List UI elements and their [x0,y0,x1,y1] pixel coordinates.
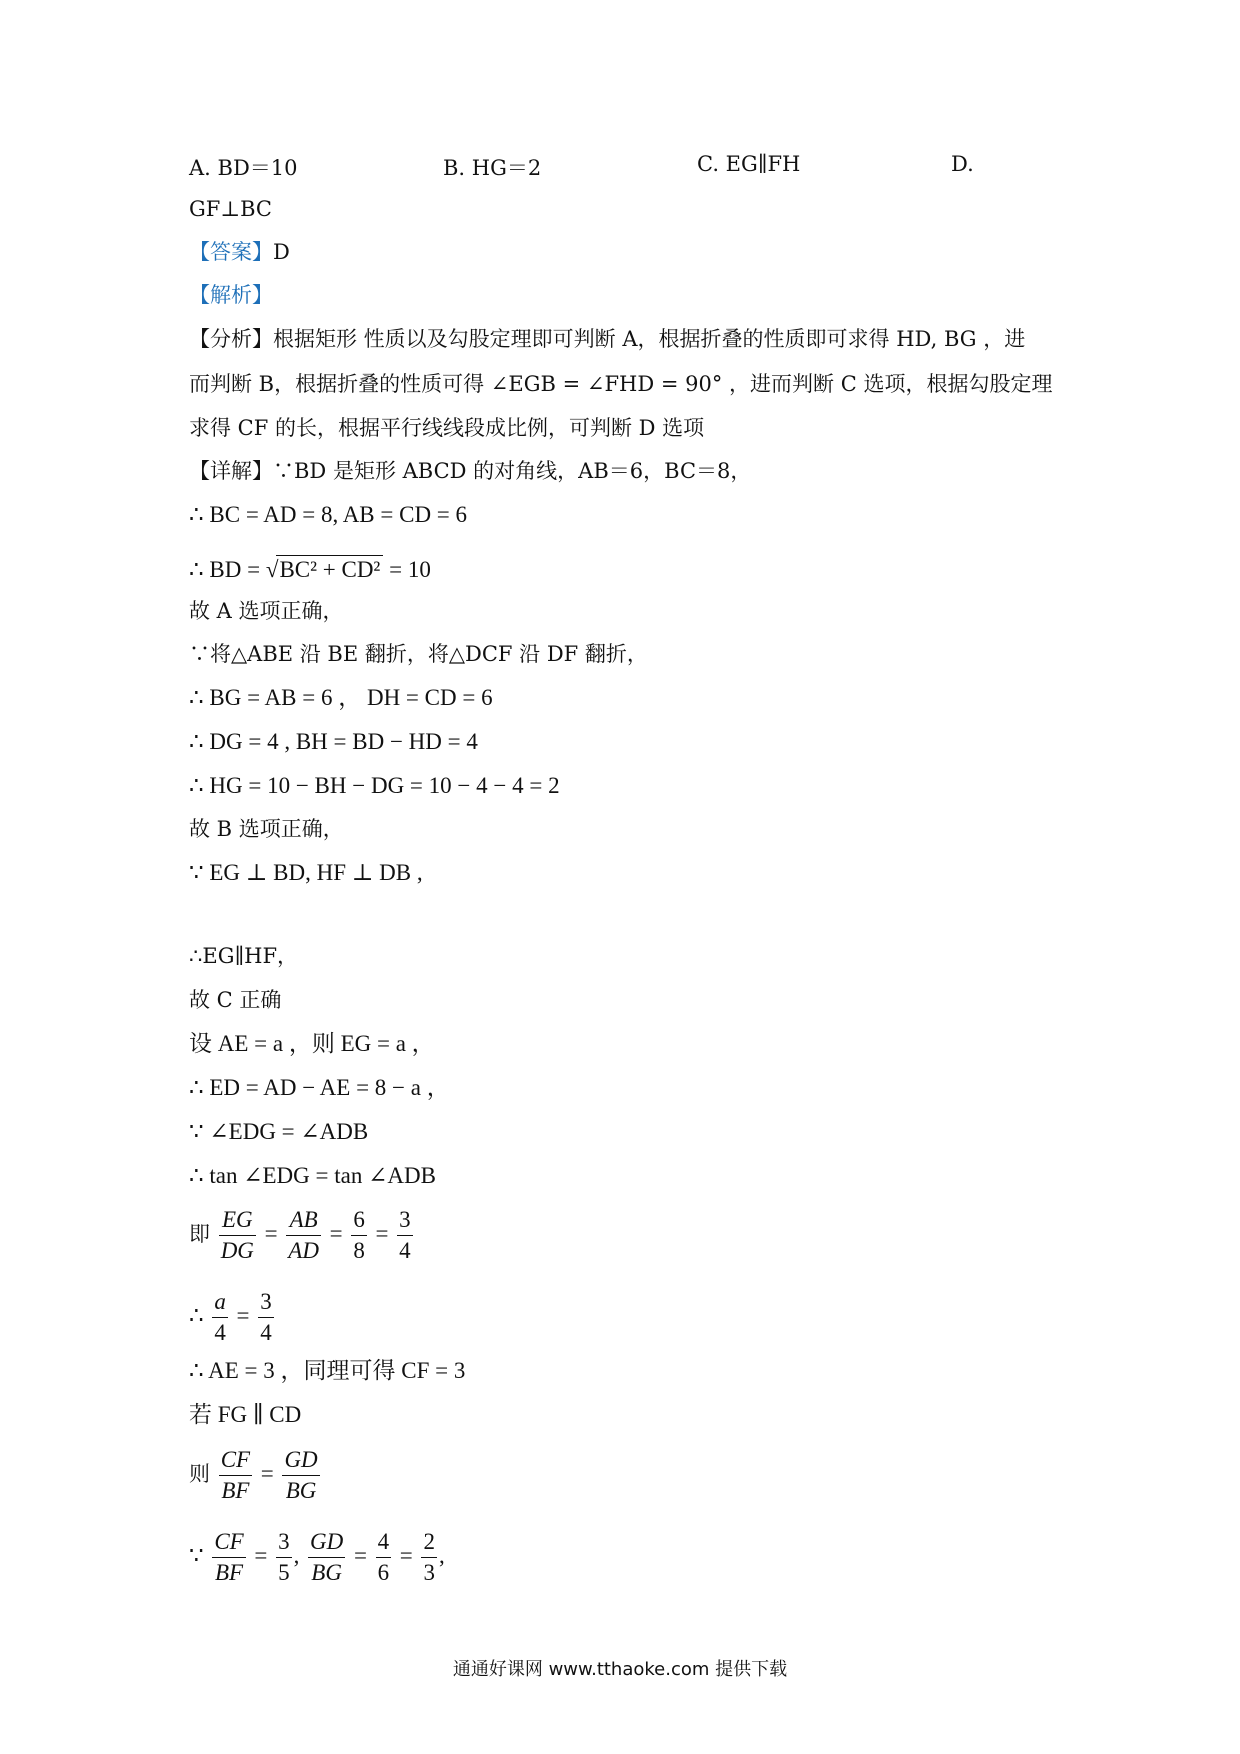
fraction-2-3 [421,1527,437,1588]
ji-label: 即 [189,1222,210,1246]
detail-line-9: 故 B 选项正确， [189,817,344,841]
detail-line-4: 故 A 选项正确， [189,599,344,623]
equals-sign: = [236,1303,250,1328]
analysis-line-2: 而判断 B，根据折叠的性质可得 ∠EGB = ∠FHD = 90° ，进而判断 C 选项，根据勾股定理 [189,372,1053,396]
page-footer: 通通好课网 www.tthaoke.com 提供下载 [452,1659,788,1680]
detail-line-6: ∴ BG = AB = 6 ， DH = CD = 6 [189,685,493,710]
equals-sign: = [329,1221,343,1246]
fraction-denominator: 6 [377,1560,390,1585]
fraction-4-6 [376,1527,392,1588]
fraction-numerator: 3 [258,1287,274,1318]
detail-line-16: ∴ tan ∠EDG = tan ∠ADB [189,1163,436,1188]
option-c: C. EG∥FH [697,152,801,176]
fraction-numerator: 3 [397,1205,413,1236]
answer-line [189,238,290,266]
fraction-3-4 [397,1205,413,1266]
fraction-denominator: BG [285,1478,317,1503]
sqrt-sign: √ [265,557,279,582]
detail-line-21 [189,1442,322,1506]
fraction-numerator: a [212,1287,228,1318]
detail-line-8: ∴ HG = 10 − BH − DG = 10 − 4 − 4 = 2 [189,773,560,798]
fraction-numerator: EG [219,1205,256,1236]
detail-line-3 [189,555,431,584]
fraction-denominator: 4 [214,1320,226,1345]
equals-sign: = [260,1461,274,1486]
comma: , [438,1543,445,1568]
option-a: A. BD＝10 [189,156,298,180]
fraction-6-8 [351,1205,367,1266]
fraction-3-4 [258,1287,274,1348]
equals-sign: = [399,1543,413,1568]
detail-line-19: ∴ AE = 3 ，同理可得 CF = 3 [189,1358,466,1383]
fraction-numerator: CF [212,1527,245,1558]
option-d-continued: GF⊥BC [189,197,272,221]
ze-label: 则 [189,1462,210,1486]
fraction-3-5 [276,1527,292,1588]
detail-line-7: ∴ DG = 4 , BH = BD − HD = 4 [189,729,478,754]
fraction-denominator: BF [214,1560,244,1585]
equals-sign: = [353,1543,367,1568]
fraction-numerator: 4 [376,1527,392,1558]
detail-line-5: ∵将△ABE 沿 BE 翻折，将△DCF 沿 DF 翻折， [189,642,648,666]
fraction-numerator: GD [282,1445,319,1476]
because-sign: ∵ [189,1543,204,1568]
comma: , [293,1543,300,1568]
fraction-cf-bf [219,1445,252,1506]
fraction-gd-bg [282,1445,319,1506]
fraction-numerator: CF [219,1445,252,1476]
detail-line-14: ∴ ED = AD − AE = 8 − a ， [189,1075,450,1100]
fraction-denominator: BG [311,1560,342,1585]
detail-line-10: ∵ EG ⊥ BD, HF ⊥ DB , [189,860,423,885]
therefore-sign: ∴ [189,1303,204,1328]
fraction-numerator: 3 [276,1527,292,1558]
fraction-denominator: 4 [399,1238,411,1263]
sqrt-radicand: BC² + CD² [276,555,383,584]
option-d: D. [951,152,974,176]
analysis-line-3: 求得 CF 的长，根据平行线线段成比例，可判断 D 选项 [189,416,705,440]
equals-sign: = [264,1221,278,1246]
bd-label: ∴ BD = [189,557,266,582]
fraction-denominator: BF [221,1478,250,1503]
detail-line-15: ∵ ∠EDG = ∠ADB [189,1119,369,1144]
fraction-denominator: AD [288,1238,319,1263]
answer-value: D [273,240,290,264]
equals-sign: = [254,1543,268,1568]
detail-line-22 [189,1524,445,1588]
bd-result: = 10 [383,557,431,582]
fraction-a-4 [212,1287,228,1348]
fraction-denominator: 4 [260,1320,272,1345]
detail-line-11: ∴EG∥HF， [189,944,299,968]
fraction-cf-bf [212,1527,245,1588]
fraction-gd-bg [308,1527,345,1588]
fraction-denominator: 5 [278,1560,290,1585]
fraction-denominator: 8 [353,1238,365,1263]
fraction-numerator: 6 [351,1205,367,1236]
fraction-eg-dg [219,1205,256,1266]
option-b: B. HG＝2 [443,156,542,180]
detail-line-18 [189,1284,276,1348]
fraction-ab-ad [286,1205,321,1266]
detail-line-2: ∴ BC = AD = 8, AB = CD = 6 [189,502,468,527]
fraction-numerator: GD [308,1527,345,1558]
detail-line-20: 若 FG ∥ CD [189,1402,302,1427]
detail-line-12: 故 C 正确 [189,988,282,1012]
detail-line-17 [189,1202,415,1266]
equals-sign: = [375,1221,389,1246]
fraction-numerator: 2 [421,1527,437,1558]
analysis-tag: 【解析】 [189,283,273,307]
detail-line-13: 设 AE = a ，则 EG = a ， [189,1031,435,1056]
fraction-numerator: AB [286,1205,321,1236]
fraction-denominator: 3 [423,1560,435,1585]
analysis-line-1: 【分析】根据矩形 性质以及勾股定理即可判断 A，根据折叠的性质即可求得 HD, BG ，进 [189,327,1026,351]
answer-tag: 【答案】 [189,240,273,264]
detail-line-1: 【详解】∵BD 是矩形 ABCD 的对角线，AB＝6，BC＝8， [189,459,752,483]
fraction-denominator: DG [220,1238,254,1263]
